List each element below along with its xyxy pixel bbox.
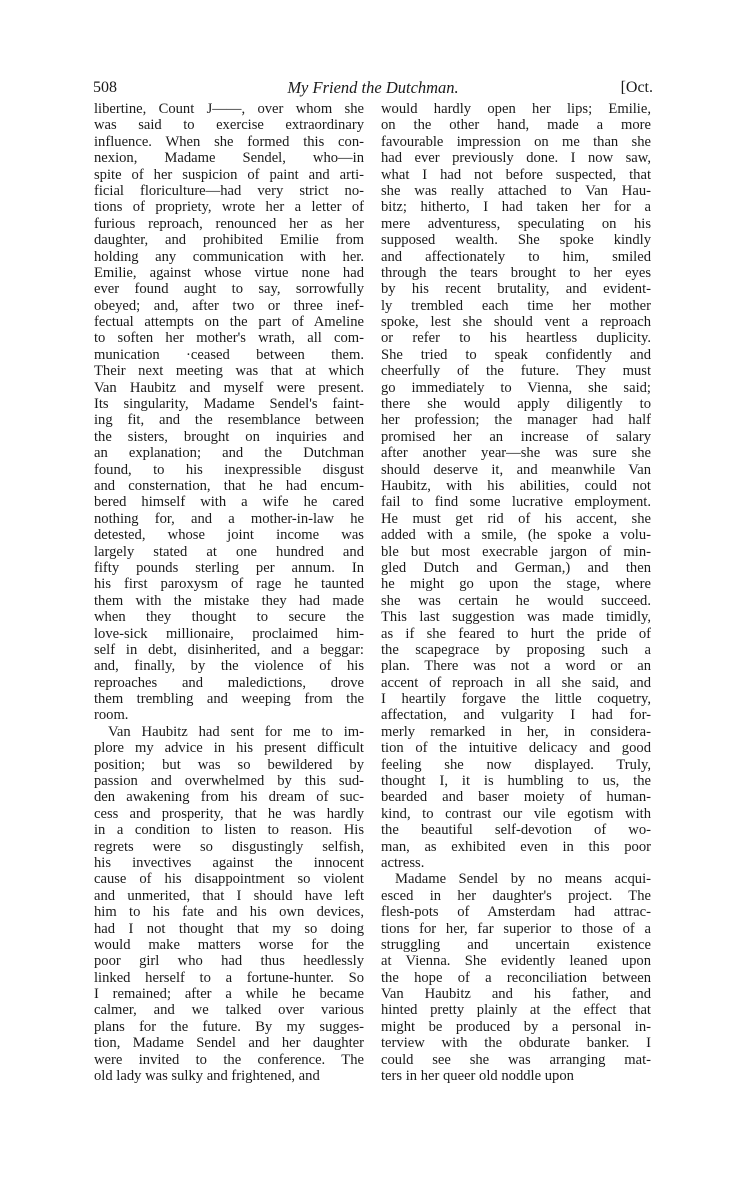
text-line: ever found aught to say, sorrowfully — [94, 281, 364, 298]
text-line: could see she was arranging mat- — [381, 1051, 651, 1068]
text-line: favourable impression on me than she — [381, 133, 651, 150]
text-line: influence. When she formed this con- — [94, 133, 364, 150]
text-line: found, to his inexpressible disgust — [94, 461, 364, 478]
text-line: thought I, it is humbling to us, the — [381, 773, 651, 790]
text-line: ficial floriculture—had very strict no- — [94, 182, 364, 199]
text-line: through the tears brought to her eyes — [381, 264, 651, 281]
text-line: linked herself to a fortune-hunter. So — [94, 969, 364, 986]
text-line: the hope of a reconciliation between — [381, 969, 651, 986]
text-line: them trembling and weeping from the — [94, 691, 364, 708]
text-line: She tried to speak confidently and — [381, 346, 651, 363]
text-line: largely stated at one hundred and — [94, 543, 364, 560]
text-line: as if she feared to hurt the pride of — [381, 625, 651, 642]
text-line: had I not thought that my so doing — [94, 920, 364, 937]
text-line: holding any communication with her. — [94, 248, 364, 265]
left-column — [94, 101, 364, 1084]
text-line: position; but was so bewildered by — [94, 756, 364, 773]
text-line: plan. There was not a word or an — [381, 658, 651, 675]
text-line: cess and prosperity, that he was hardly — [94, 805, 364, 822]
text-line: plore my advice in his present difficult — [94, 740, 364, 757]
text-line: actress. — [381, 854, 425, 871]
text-line: fifty pounds sterling per annum. In — [94, 559, 364, 576]
text-line: libertine, Count J——, over whom she — [94, 101, 364, 117]
text-line: she was certain he would succeed. — [381, 592, 651, 609]
text-line: the scapegrace by proposing such a — [381, 641, 651, 658]
text-line: esced in her daughter's project. The — [381, 887, 651, 904]
text-line: by his recent brutality, and evident- — [381, 281, 651, 298]
text-line: would hardly open her lips; Emilie, — [381, 101, 651, 117]
text-line: gled Dutch and German,) and then — [381, 559, 651, 576]
text-line: would make matters worse for the — [94, 936, 364, 953]
text-line: should deserve it, and meanwhile Van — [381, 461, 651, 478]
text-line: bearded and baser moiety of human- — [381, 789, 651, 806]
text-line: them with the mistake they had made — [94, 592, 364, 609]
text-line: or refer to his heartless duplicity. — [381, 330, 651, 347]
text-line: hinted pretty plainly at the effect that — [381, 1002, 651, 1019]
text-line: regrets were so disgustingly selfish, — [94, 838, 364, 855]
text-line: tion of the intuitive delicacy and good — [381, 740, 651, 757]
text-line: passion and overwhelmed by this sud- — [94, 773, 364, 790]
text-line: This last suggestion was made timidly, — [381, 609, 651, 626]
text-line: after another year—she was sure she — [381, 445, 651, 462]
issue-month: [Oct. — [620, 79, 653, 96]
text-line: mere adventuress, speculating on his — [381, 215, 651, 232]
text-line: him to his fate and his own devices, — [94, 904, 364, 921]
text-line: room. — [94, 707, 129, 724]
text-line: affectation, and vulgarity I had for- — [381, 707, 651, 724]
text-line: nexion, Madame Sendel, who—in — [94, 150, 364, 167]
text-line: added with a smile, (he spoke a volu- — [381, 527, 651, 544]
text-line: and unmerited, that I should have left — [94, 887, 364, 904]
text-line: poor girl who had thus heedlessly — [94, 953, 364, 970]
chapter-title: My Friend the Dutchman. — [287, 78, 459, 97]
text-line: I heartily forgave the little coquetry, — [381, 691, 651, 708]
text-line: cheerfully of the future. They must — [381, 363, 651, 380]
text-line: I remained; after a while he became — [94, 986, 364, 1003]
text-line: tion, Madame Sendel and her daughter — [94, 1035, 364, 1052]
text-line: struggling and uncertain existence — [381, 936, 651, 953]
text-line: might be produced by a personal in- — [381, 1018, 651, 1035]
text-line: bitz; hitherto, I had taken her for a — [381, 199, 651, 216]
text-line: ing fit, and the resemblance between — [94, 412, 364, 429]
text-line: fectual attempts on the part of Ameline — [94, 314, 364, 331]
text-line: bered himself with a wife he cared — [94, 494, 364, 511]
text-line: he might go upon the stage, where — [381, 576, 651, 593]
text-line: to soften her mother's wrath, all com- — [94, 330, 364, 347]
text-line: den awakening from his dream of suc- — [94, 789, 364, 806]
text-line: was said to exercise extraordinary — [94, 117, 364, 134]
text-line: detested, whose joint income was — [94, 527, 364, 544]
text-line: cause of his disappointment so violent — [94, 871, 364, 888]
page-number: 508 — [93, 79, 117, 96]
text-line: and affectionately to him, smiled — [381, 248, 651, 265]
text-line: love-sick millionaire, proclaimed him- — [94, 625, 364, 642]
text-line: daughter, and prohibited Emilie from — [94, 232, 364, 249]
text-line: were invited to the conference. The — [94, 1051, 364, 1068]
text-line: spite of her suspicion of paint and arti- — [94, 166, 364, 183]
text-line: spoke, lest she should vent a reproach — [381, 314, 651, 331]
text-line: furious reproach, renounced her as her — [94, 215, 364, 232]
text-line: Its singularity, Madame Sendel's faint- — [94, 396, 364, 413]
text-line: she was really attached to Van Hau- — [381, 182, 651, 199]
text-line: go immediately to Vienna, she said; — [381, 379, 651, 396]
text-line: when they thought to secure the — [94, 609, 364, 626]
text-line: Haubitz, with his abilities, could not — [381, 477, 651, 494]
text-line: promised her an increase of salary — [381, 428, 651, 445]
text-line: flesh-pots of Amsterdam had attrac- — [381, 904, 651, 921]
text-line: what I had not before suspected, that — [381, 166, 651, 183]
text-line: fail to find some lucrative employment. — [381, 494, 651, 511]
text-line: calmer, and we talked over various — [94, 1002, 364, 1019]
text-line: and, finally, by the violence of his — [94, 658, 364, 675]
text-line: supposed wealth. She spoke kindly — [381, 232, 651, 249]
text-line: Their next meeting was that at which — [94, 363, 364, 380]
text-line: feeling she now displayed. Truly, — [381, 756, 651, 773]
text-line: Van Haubitz had sent for me to im- — [108, 723, 364, 740]
text-line: the beautiful self-devotion of wo- — [381, 822, 651, 839]
text-line: accent of reproach in all she said, and — [381, 674, 651, 691]
text-line: tions for her, far superior to those of a — [381, 920, 651, 937]
text-line: had ever previously done. I now saw, — [381, 150, 651, 167]
text-line: his invectives against the innocent — [94, 854, 364, 871]
text-line: ly trembled each time her mother — [381, 297, 651, 314]
text-line: there she would apply diligently to — [381, 396, 651, 413]
text-line: and consternation, that he had encum- — [94, 477, 364, 494]
text-line: munication ·ceased between them. — [94, 346, 364, 363]
text-line: terview with the obdurate banker. I — [381, 1035, 651, 1052]
text-line: her profession; the manager had half — [381, 412, 651, 429]
text-line: in a condition to listen to reason. His — [94, 822, 364, 839]
text-line: ters in her queer old noddle upon — [381, 1068, 574, 1085]
text-line: He must get rid of his accent, she — [381, 510, 651, 527]
text-line: reproaches and maledictions, drove — [94, 674, 364, 691]
running-head — [93, 78, 653, 98]
text-line: Madame Sendel by no means acqui- — [395, 871, 651, 888]
text-line: merly remarked in her, in considera- — [381, 723, 651, 740]
text-line: on the other hand, made a more — [381, 117, 651, 134]
text-line: an explanation; and the Dutchman — [94, 445, 364, 462]
text-line: at Vienna. She evidently leaned upon — [381, 953, 651, 970]
text-line: Van Haubitz and his father, and — [381, 986, 651, 1003]
right-column — [381, 101, 651, 1084]
text-line: the sisters, brought on inquiries and — [94, 428, 364, 445]
text-line: tions of propriety, wrote her a letter of — [94, 199, 364, 216]
text-line: self in debt, disinherited, and a beggar: — [94, 641, 364, 658]
text-line: ble but most execrable jargon of min- — [381, 543, 651, 560]
text-line: old lady was sulky and frightened, and — [94, 1068, 320, 1085]
text-line: kind, to contrast our vile egotism with — [381, 805, 651, 822]
text-line: nothing for, and a mother-in-law he — [94, 510, 364, 527]
text-line: obeyed; and, after two or three inef- — [94, 297, 364, 314]
text-line: his first paroxysm of rage he taunted — [94, 576, 364, 593]
text-line: plans for the future. By my sugges- — [94, 1018, 364, 1035]
text-line: man, as exhibited even in this poor — [381, 838, 651, 855]
text-line: Van Haubitz and myself were present. — [94, 379, 364, 396]
text-line: Emilie, against whose virtue none had — [94, 264, 364, 281]
